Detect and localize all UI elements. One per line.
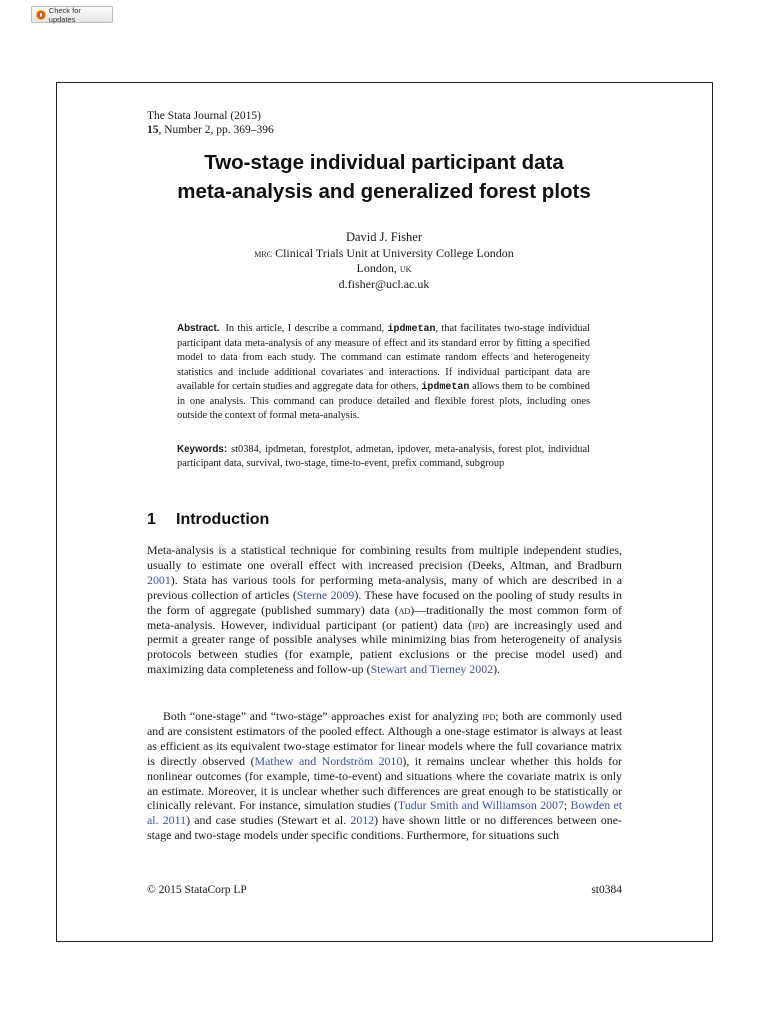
title-line-2: meta-analysis and generalized forest plots <box>177 180 591 203</box>
abstract-label: Abstract. <box>177 323 220 334</box>
article-code: st0384 <box>591 884 622 896</box>
title-line-1: Two-stage individual participant data <box>204 151 564 174</box>
check-for-updates-button[interactable] <box>31 6 113 23</box>
citation-link[interactable]: Mathew and Nordström 2010 <box>254 753 403 768</box>
journal-volume: 15 <box>147 124 159 136</box>
keywords-label: Keywords: <box>177 444 228 455</box>
text-run: ) and case studies (Stewart et al. <box>186 813 351 828</box>
citation-link[interactable]: Tudur Smith and Williamson 2007 <box>397 798 564 813</box>
text-run: )—traditionally the most common form of meta-analysis. However, individual participant (or patient) data ( <box>147 602 622 632</box>
author-country: uk <box>399 261 412 275</box>
author-block <box>140 230 628 292</box>
journal-name: The Stata Journal (2015) <box>147 110 262 122</box>
journal-issue <box>147 123 274 137</box>
text-run: ). <box>493 662 501 677</box>
check-for-updates-label: Check for updates <box>48 5 81 24</box>
abstract-text-1: In this article, I describe a command, <box>225 323 388 334</box>
text-run: ) are increasingly used and permit a greater range of possible analyses while minimizing bias from heterogeneity of analysis protocols between studies (for example, patient exclusions or the precise model used) and maximizing data completeness and follow-up ( <box>147 617 622 677</box>
citation-link[interactable]: Bowden et al. 2011 <box>147 798 623 828</box>
citation-link[interactable]: Sterne 2009 <box>296 587 355 602</box>
author-affiliation <box>140 246 628 262</box>
author-location <box>140 261 628 277</box>
section-heading <box>147 511 269 529</box>
section-title: Introduction <box>176 511 270 528</box>
copyright-notice: © 2015 StataCorp LP <box>147 884 247 896</box>
section-number: 1 <box>147 511 156 528</box>
text-run: ). These have focused on the pooling of study results in the form of aggregate (published summary) data ( <box>147 587 623 617</box>
command-name: ipdmetan <box>387 324 436 335</box>
affiliation-name: Clinical Trials Unit at University College London <box>272 245 514 260</box>
text-run: Meta-analysis is a statistical technique for combining results from multiple independent studies, usually to estimate one overall effect with increased precision (Deeks, Altman, and Bradburn <box>147 543 622 572</box>
text-run: ). Stata has various tools for performing meta-analysis, many of which are described in a previous collection of articles ( <box>147 572 622 602</box>
text-run: Both “one-stage” and “two-stage” approaches exist for analyzing <box>163 709 483 723</box>
keywords <box>177 443 590 471</box>
abstract <box>177 322 590 423</box>
abbrev: ad <box>398 602 411 617</box>
abbrev: ipd <box>472 617 485 632</box>
author-email[interactable]: d.fisher@ucl.ac.uk <box>338 276 430 291</box>
author-city: London, <box>356 261 400 275</box>
affiliation-abbrev: mrc <box>254 245 273 260</box>
text-run: ; <box>563 798 571 813</box>
body-paragraph-1 <box>147 543 622 677</box>
command-name: ipdmetan <box>421 381 470 393</box>
abstract-text-2: , that facilitates two-stage individual participant data meta-analysis of any measure of effect and its standard error by fitting a specified model to data from each study. The command can estimate random effects and heterogeneity statistics and include additional covariates and interactions. If individual participant data are available for certain studies and aggregate data for others, <box>177 323 590 392</box>
journal-pages: , Number 2, pp. 369–396 <box>158 124 274 136</box>
abbrev: ipd <box>482 709 496 723</box>
keywords-text: st0384, ipdmetan, forestplot, admetan, ipdover, meta-analysis, forest plot, individual participant data, survival, two-stage, time-to-event, prefix command, subgroup <box>177 444 590 470</box>
text-run: ) have shown little or no differences between one-stage and two-stage models under specific conditions. Furthermore, for situations such <box>147 813 622 843</box>
journal-header <box>147 109 274 137</box>
body-paragraph-2 <box>147 709 622 843</box>
abstract-text-3: allows them to be combined in one analysis. This command can produce detailed and flexible forest plots, including ones outside the context of formal meta-analysis. <box>177 380 590 422</box>
citation-link[interactable]: 2001 <box>147 572 171 587</box>
citation-link[interactable]: Stewart and Tierney 2002 <box>370 662 494 677</box>
text-run: ; both are commonly used and are consistent estimators of the pooled effect. Although a one-stage estimator is always at least as efficient as its equivalent two-stage estimator for linear models where the full covariance matrix is directly observed ( <box>147 709 622 768</box>
crossmark-icon <box>36 10 46 20</box>
text-run: ), it remains unclear whether this holds for nonlinear outcomes (for example, time-to-event) and situations where the covariate matrix is only an estimate. Moreover, it is unclear whether such differences are great enough to be statistically or clinically relevant. For instance, simulation studies ( <box>147 753 622 813</box>
article-title <box>140 148 628 206</box>
citation-link[interactable]: 2012 <box>350 813 375 828</box>
author-name: David J. Fisher <box>345 230 423 244</box>
